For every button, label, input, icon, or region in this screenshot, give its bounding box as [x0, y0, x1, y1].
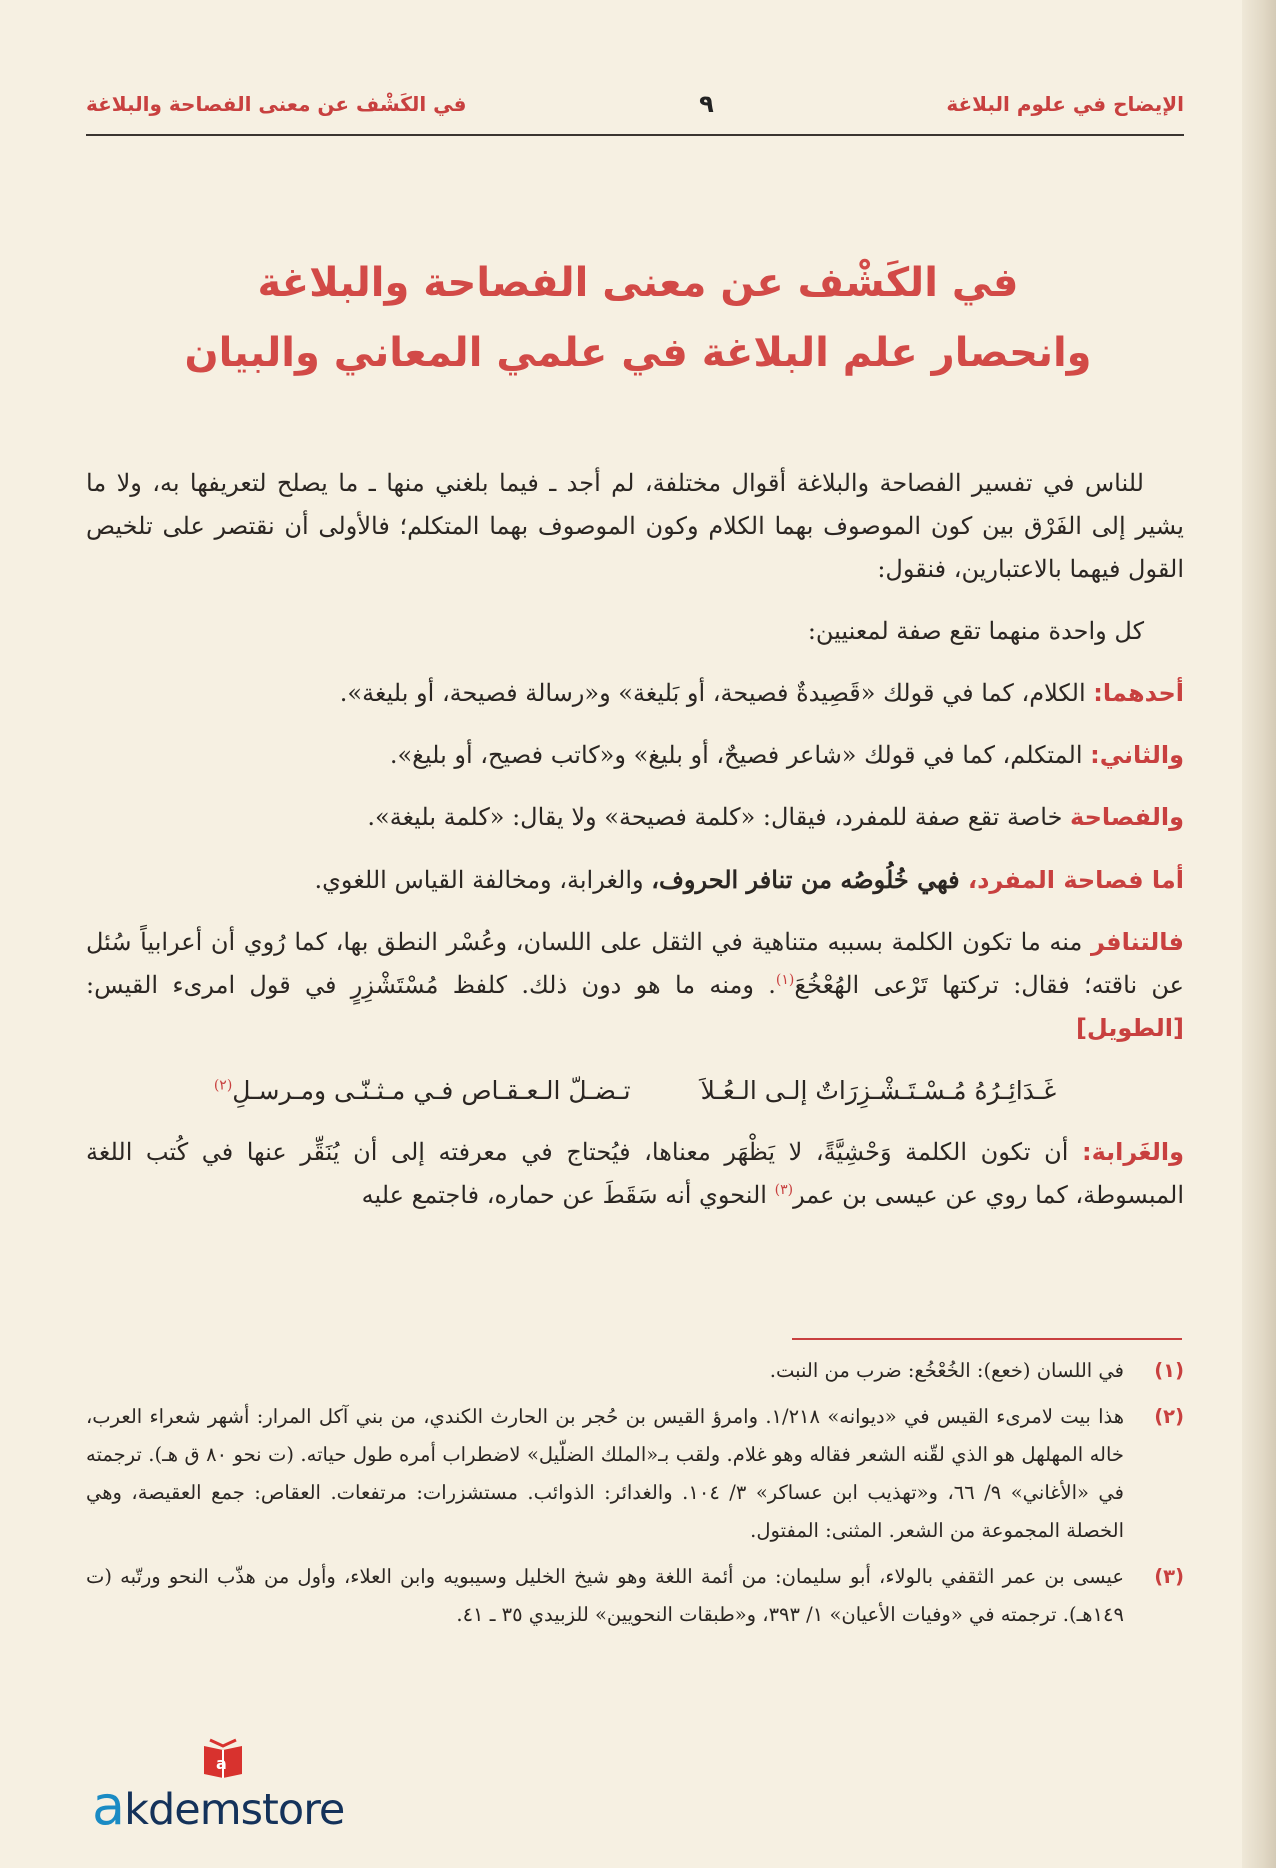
footnote-text: عيسى بن عمر الثقفي بالولاء، أبو سليمان: من أئمة اللغة وهو شيخ الخليل وسيبويه وابن العلاء، وأول من هذّب النحو ورتّبه (ت ١٤٩هـ). ترجمته في «وفيات الأعيان» ١/ ٣٩٣، و«طبقات النحويين» للزبيدي ٣٥ ـ ٤١.: [86, 1565, 1124, 1626]
footnote-number: (٢): [1154, 1405, 1184, 1428]
second-meaning-paragraph: [86, 734, 1184, 777]
chapter-title-line-1: في الكَشْف عن معنى الفصاحة والبلاغة: [257, 260, 1019, 306]
gharaba-text: أن تكون الكلمة وَحْشِيَّةً، لا يَظْهَر معناها، فيُحتاج في معرفته إلى أن يُنَقِّر عنها في كُتب اللغة المبسوطة، كما روي عن عيسى بن عمر: [86, 1138, 1184, 1209]
first-meaning-paragraph: [86, 672, 1184, 715]
page-number: ٩: [699, 90, 714, 118]
tanafur-keyword: فالتنافر: [1091, 928, 1184, 956]
fasaha-paragraph: [86, 796, 1184, 839]
footnote-item: [86, 1558, 1184, 1634]
footnote-text: في اللسان (خعع): الخُعْخُع: ضرب من النبت.: [769, 1359, 1124, 1382]
chapter-title: [120, 248, 1156, 388]
second-meaning-keyword: والثاني:: [1090, 741, 1184, 769]
footnote-ref-3[interactable]: (٣): [774, 1182, 794, 1198]
footnote-number: (١): [1154, 1359, 1184, 1382]
chapter-title-line-2: وانحصار علم البلاغة في علمي المعاني والبيان: [184, 330, 1092, 376]
page-edge: [1242, 0, 1276, 1868]
footnote-ref-2[interactable]: (٢): [213, 1077, 233, 1094]
footnote-ref-1[interactable]: (١): [775, 972, 795, 988]
verse-second-hemistich: تـضـلّ الـعـقـاص فـي مـثـنّـى ومـرسـلِ: [232, 1076, 631, 1105]
svg-text:a: a: [216, 1754, 227, 1773]
fasaha-text: خاصة تقع صفة للمفرد، فيقال: «كلمة فصيحة» ولا يقال: «كلمة بليغة».: [367, 803, 1071, 831]
running-header-book-title: الإيضاح في علوم البلاغة: [946, 92, 1184, 116]
gharaba-paragraph: [86, 1131, 1184, 1217]
first-meaning-keyword: أحدهما:: [1093, 679, 1184, 707]
brand-wordmark: [92, 1774, 344, 1837]
running-header: [86, 88, 1184, 120]
brand-letter-a: a: [92, 1774, 125, 1837]
footnote-item: [86, 1352, 1184, 1390]
poetry-verse: [86, 1069, 1184, 1112]
mufrad-keyword: أما فصاحة المفرد،: [968, 866, 1184, 894]
brand-name: kdemstore: [124, 1785, 345, 1835]
verse-second-hemistich-wrap: [214, 1069, 631, 1112]
footnote-text: هذا بيت لامرىء القيس في «ديوانه» ١/٢١٨. وامرؤ القيس بن حُجر بن الحارث الكندي، من بني آكل المرار: أشهر شعراء العرب، خاله المهلهل هو الذي لقّنه الشعر فقاله وهو غلام. ولقب بـ«الملك الضلّيل» لاضطراب أمره طول حياته. (ت نحو ٨٠ ق هـ). ترجمته في «الأغاني» ٩/ ٦٦، و«تهذيب ابن عساكر» ٣/ ١٠٤. والغدائر: الذوائب. مستشزرات: مرتفعات. العقاص: جمع العقيصة، وهي الخصلة المجموعة من الشعر. المثنى: المفتول.: [86, 1405, 1125, 1542]
footnotes: [86, 1352, 1184, 1642]
footnote-item: [86, 1398, 1184, 1550]
tanafur-text-2: . ومنه ما هو دون ذلك. كلفظ مُسْتَشْزِرٍ في قول امرىء القيس:: [86, 971, 776, 999]
tanafur-paragraph: [86, 921, 1184, 1050]
footnote-number: (٣): [1154, 1565, 1184, 1588]
mufrad-paragraph: [86, 858, 1184, 902]
second-meaning-text: المتكلم، كما في قولك «شاعر فصيحٌ، أو بليغ» و«كاتب فصيح، أو بليغ».: [389, 741, 1091, 769]
gharaba-keyword: والغَرابة:: [1081, 1138, 1184, 1166]
running-header-chapter-title: في الكَشْف عن معنى الفصاحة والبلاغة: [86, 92, 467, 116]
each-one-paragraph: كل واحدة منهما تقع صفة لمعنيين:: [807, 617, 1144, 645]
first-meaning-text: الكلام، كما في قولك «قَصِيدةٌ فصيحة، أو بَليغة» و«رسالة فصيحة، أو بليغة».: [339, 679, 1094, 707]
tanafur-text: منه ما تكون الكلمة بسببه متناهية في الثقل على اللسان، وعُسْر النطق بها، كما رُوي أن أعرابياً سُئل عن ناقته؛ فقال: تركتها تَرْعى الهُعْخُعَ: [86, 928, 1184, 999]
verse-first-hemistich: غَـدَائِـرُهُ مُـسْـتَـشْـزِرَاتٌ إلـى الـعُـلاَ: [700, 1076, 1057, 1105]
mufrad-text: والغرابة، ومخالفة القياس اللغوي.: [314, 866, 652, 894]
akdemstore-logo: [92, 1734, 372, 1837]
body-text: [86, 462, 1184, 1236]
meter-label: [الطويل]: [1075, 1014, 1184, 1042]
intro-paragraph: للناس في تفسير الفصاحة والبلاغة أقوال مختلفة، لم أجد ـ فيما بلغني منها ـ ما يصلح لتعريفها به، ولا ما يشير إلى الفَرْق بين كون الموصوف بهما الكلام وكون الموصوف بهما المتكلم؛ فالأولى أن نقتصر على تلخيص القول فيهما بالاعتبارين، فنقول:: [86, 469, 1184, 583]
header-rule: [86, 134, 1184, 136]
footnote-rule: [792, 1338, 1182, 1340]
fasaha-keyword: والفصاحة: [1070, 803, 1184, 831]
gharaba-text-2: النحوي أنه سَقَطَ عن حماره، فاجتمع عليه: [361, 1181, 775, 1209]
mufrad-text-bold: فهي خُلُوصُه من تنافر الحروف،: [651, 865, 968, 894]
